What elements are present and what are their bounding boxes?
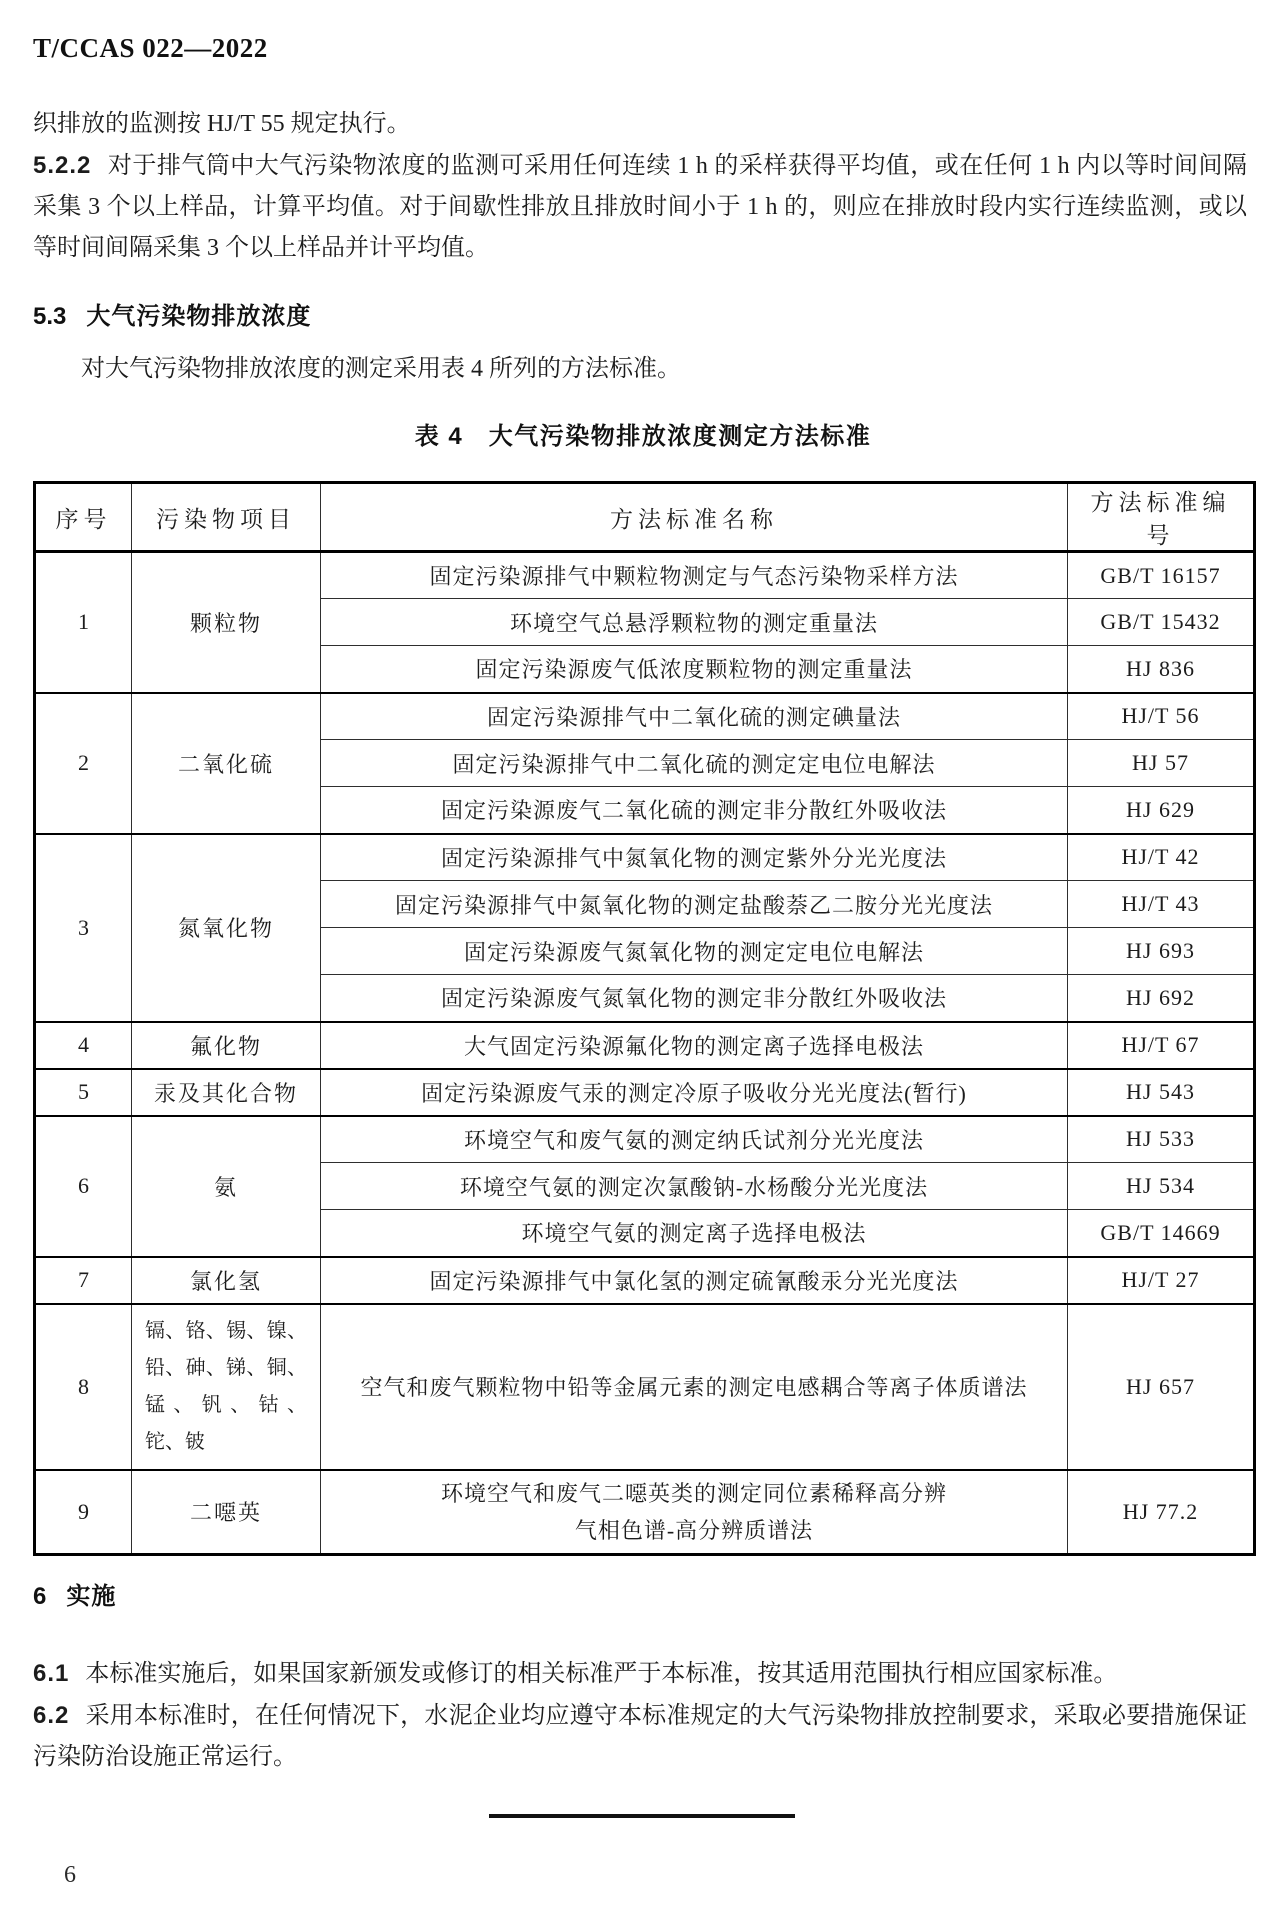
method-name-line: 环境空气和废气二噁英类的测定同位素稀释高分辨 bbox=[440, 1480, 947, 1506]
cell-method-code: HJ/T 27 bbox=[1068, 1257, 1255, 1304]
cell-method-name: 固定污染源废气二氧化硫的测定非分散红外吸收法 bbox=[321, 787, 1068, 834]
cell-pollutant: 二氧化硫 bbox=[132, 693, 321, 834]
cell-method-name: 固定污染源排气中颗粒物测定与气态污染物采样方法 bbox=[321, 552, 1068, 599]
cell-method-code: HJ 629 bbox=[1068, 787, 1255, 834]
cell-method-code: HJ 657 bbox=[1068, 1304, 1255, 1470]
heading-title: 实施 bbox=[66, 1583, 117, 1610]
cell-method-name: 固定污染源排气中氮氧化物的测定紫外分光光度法 bbox=[321, 834, 1068, 881]
table-4-title: 表 4 大气污染物排放浓度测定方法标准 bbox=[414, 423, 872, 450]
cell-pollutant: 二噁英 bbox=[132, 1470, 321, 1555]
cell-method-name bbox=[321, 1470, 1068, 1555]
clause-6-1 bbox=[33, 1653, 1247, 1695]
table-header-row bbox=[35, 483, 1255, 552]
method-name-line: 气相色谱-高分辨质谱法 bbox=[574, 1517, 814, 1543]
paragraph-5-3 bbox=[33, 349, 1247, 390]
column-header-index: 序号 bbox=[35, 483, 132, 552]
cell-method-code: HJ 533 bbox=[1068, 1116, 1255, 1163]
body-text-block-top bbox=[33, 104, 1247, 269]
cell-index: 8 bbox=[35, 1304, 132, 1470]
clause-number: 6.2 bbox=[33, 1702, 70, 1729]
heading-number: 6 bbox=[33, 1583, 47, 1610]
cell-method-code: HJ 693 bbox=[1068, 928, 1255, 975]
pollutant-line: 铅、砷、锑、铜、 bbox=[145, 1356, 307, 1379]
body-text-block-bottom bbox=[33, 1653, 1247, 1778]
cell-method-code: GB/T 14669 bbox=[1068, 1210, 1255, 1257]
cell-method-code: HJ 543 bbox=[1068, 1069, 1255, 1116]
clause-number: 6.1 bbox=[33, 1660, 70, 1687]
cell-pollutant: 颗粒物 bbox=[132, 552, 321, 693]
cell-method-name: 固定污染源废气氮氧化物的测定非分散红外吸收法 bbox=[321, 975, 1068, 1022]
pollutant-line: 铊、铍 bbox=[145, 1430, 205, 1453]
table-row bbox=[35, 1257, 1255, 1304]
cell-index: 2 bbox=[35, 693, 132, 834]
table-row bbox=[35, 552, 1255, 599]
pollutant-line: 锰、钒、钴、 bbox=[145, 1393, 307, 1416]
cell-method-code: HJ/T 67 bbox=[1068, 1022, 1255, 1069]
cell-method-code: HJ 692 bbox=[1068, 975, 1255, 1022]
heading-title: 大气污染物排放浓度 bbox=[86, 303, 312, 330]
cell-method-code: HJ/T 56 bbox=[1068, 693, 1255, 740]
cell-method-name: 固定污染源排气中氯化氢的测定硫氰酸汞分光光度法 bbox=[321, 1257, 1068, 1304]
clause-5-2-2 bbox=[33, 145, 1247, 269]
column-header-method-code: 方法标准编号 bbox=[1068, 483, 1255, 552]
standard-number-header: T/CCAS 022—2022 bbox=[33, 33, 268, 63]
cell-method-name: 大气固定污染源氟化物的测定离子选择电极法 bbox=[321, 1022, 1068, 1069]
cell-method-code: HJ/T 43 bbox=[1068, 881, 1255, 928]
table-row bbox=[35, 1022, 1255, 1069]
heading-number: 5.3 bbox=[33, 303, 67, 330]
cell-method-code: HJ 77.2 bbox=[1068, 1470, 1255, 1555]
table-row bbox=[35, 1304, 1255, 1470]
cell-pollutant: 氟化物 bbox=[132, 1022, 321, 1069]
paragraph-text: 对大气污染物排放浓度的测定采用表 4 所列的方法标准。 bbox=[81, 356, 681, 382]
cell-pollutant: 氨 bbox=[132, 1116, 321, 1257]
cell-index: 5 bbox=[35, 1069, 132, 1116]
table-4-container bbox=[33, 481, 1256, 1556]
cell-pollutant bbox=[132, 1304, 321, 1470]
paragraph-continuation: 织排放的监测按 HJ/T 55 规定执行。 bbox=[33, 111, 411, 137]
cell-method-name: 环境空气和废气氨的测定纳氏试剂分光光度法 bbox=[321, 1116, 1068, 1163]
heading-6 bbox=[33, 1576, 116, 1611]
table-4 bbox=[33, 481, 1256, 1556]
heading-5-3 bbox=[33, 296, 311, 331]
cell-method-name: 固定污染源排气中氮氧化物的测定盐酸萘乙二胺分光光度法 bbox=[321, 881, 1068, 928]
clause-number: 5.2.2 bbox=[33, 152, 92, 179]
cell-method-name: 固定污染源排气中二氧化硫的测定定电位电解法 bbox=[321, 740, 1068, 787]
cell-method-name: 环境空气氨的测定离子选择电极法 bbox=[321, 1210, 1068, 1257]
cell-pollutant: 氯化氢 bbox=[132, 1257, 321, 1304]
table-row bbox=[35, 693, 1255, 740]
clause-text: 对于排气筒中大气污染物浓度的监测可采用任何连续 1 h 的采样获得平均值，或在任何 1 h 内以等时间间隔采集 3 个以上样品，计算平均值。对于间歇性排放且排放时间小于 1 h 的，则应在排放时段内实行连续监测，或以等时间间隔采集 3 个以上样品并计平均值。 bbox=[33, 153, 1247, 261]
cell-method-name: 环境空气氨的测定次氯酸钠-水杨酸分光光度法 bbox=[321, 1163, 1068, 1210]
cell-method-name: 固定污染源废气氮氧化物的测定定电位电解法 bbox=[321, 928, 1068, 975]
cell-pollutant: 汞及其化合物 bbox=[132, 1069, 321, 1116]
cell-method-code: HJ 57 bbox=[1068, 740, 1255, 787]
cell-method-code: HJ 534 bbox=[1068, 1163, 1255, 1210]
cell-index: 9 bbox=[35, 1470, 132, 1555]
table-row bbox=[35, 1470, 1255, 1555]
cell-method-code: HJ 836 bbox=[1068, 646, 1255, 693]
column-header-method-name: 方法标准名称 bbox=[321, 483, 1068, 552]
table-row bbox=[35, 1116, 1255, 1163]
table-row bbox=[35, 834, 1255, 881]
cell-index: 3 bbox=[35, 834, 132, 1022]
pollutant-line: 镉、铬、锡、镍、 bbox=[145, 1319, 307, 1342]
cell-method-code: GB/T 15432 bbox=[1068, 599, 1255, 646]
cell-method-name: 固定污染源废气低浓度颗粒物的测定重量法 bbox=[321, 646, 1068, 693]
clause-text: 本标准实施后，如果国家新颁发或修订的相关标准严于本标准，按其适用范围执行相应国家标准。 bbox=[85, 1661, 1118, 1687]
cell-method-code: HJ/T 42 bbox=[1068, 834, 1255, 881]
cell-index: 4 bbox=[35, 1022, 132, 1069]
cell-method-name: 环境空气总悬浮颗粒物的测定重量法 bbox=[321, 599, 1068, 646]
cell-index: 1 bbox=[35, 552, 132, 693]
end-of-text-rule bbox=[489, 1814, 795, 1818]
cell-index: 6 bbox=[35, 1116, 132, 1257]
cell-index: 7 bbox=[35, 1257, 132, 1304]
cell-method-name: 固定污染源排气中二氧化硫的测定碘量法 bbox=[321, 693, 1068, 740]
cell-pollutant: 氮氧化物 bbox=[132, 834, 321, 1022]
page-number: 6 bbox=[64, 1862, 76, 1888]
table-row bbox=[35, 1069, 1255, 1116]
cell-method-name: 固定污染源废气汞的测定冷原子吸收分光光度法(暂行) bbox=[321, 1069, 1068, 1116]
column-header-pollutant: 污染物项目 bbox=[132, 483, 321, 552]
clause-text: 采用本标准时，在任何情况下，水泥企业均应遵守本标准规定的大气污染物排放控制要求，采取必要措施保证污染防治设施正常运行。 bbox=[33, 1703, 1247, 1770]
cell-method-code: GB/T 16157 bbox=[1068, 552, 1255, 599]
cell-method-name: 空气和废气颗粒物中铅等金属元素的测定电感耦合等离子体质谱法 bbox=[321, 1304, 1068, 1470]
clause-6-2 bbox=[33, 1695, 1247, 1778]
